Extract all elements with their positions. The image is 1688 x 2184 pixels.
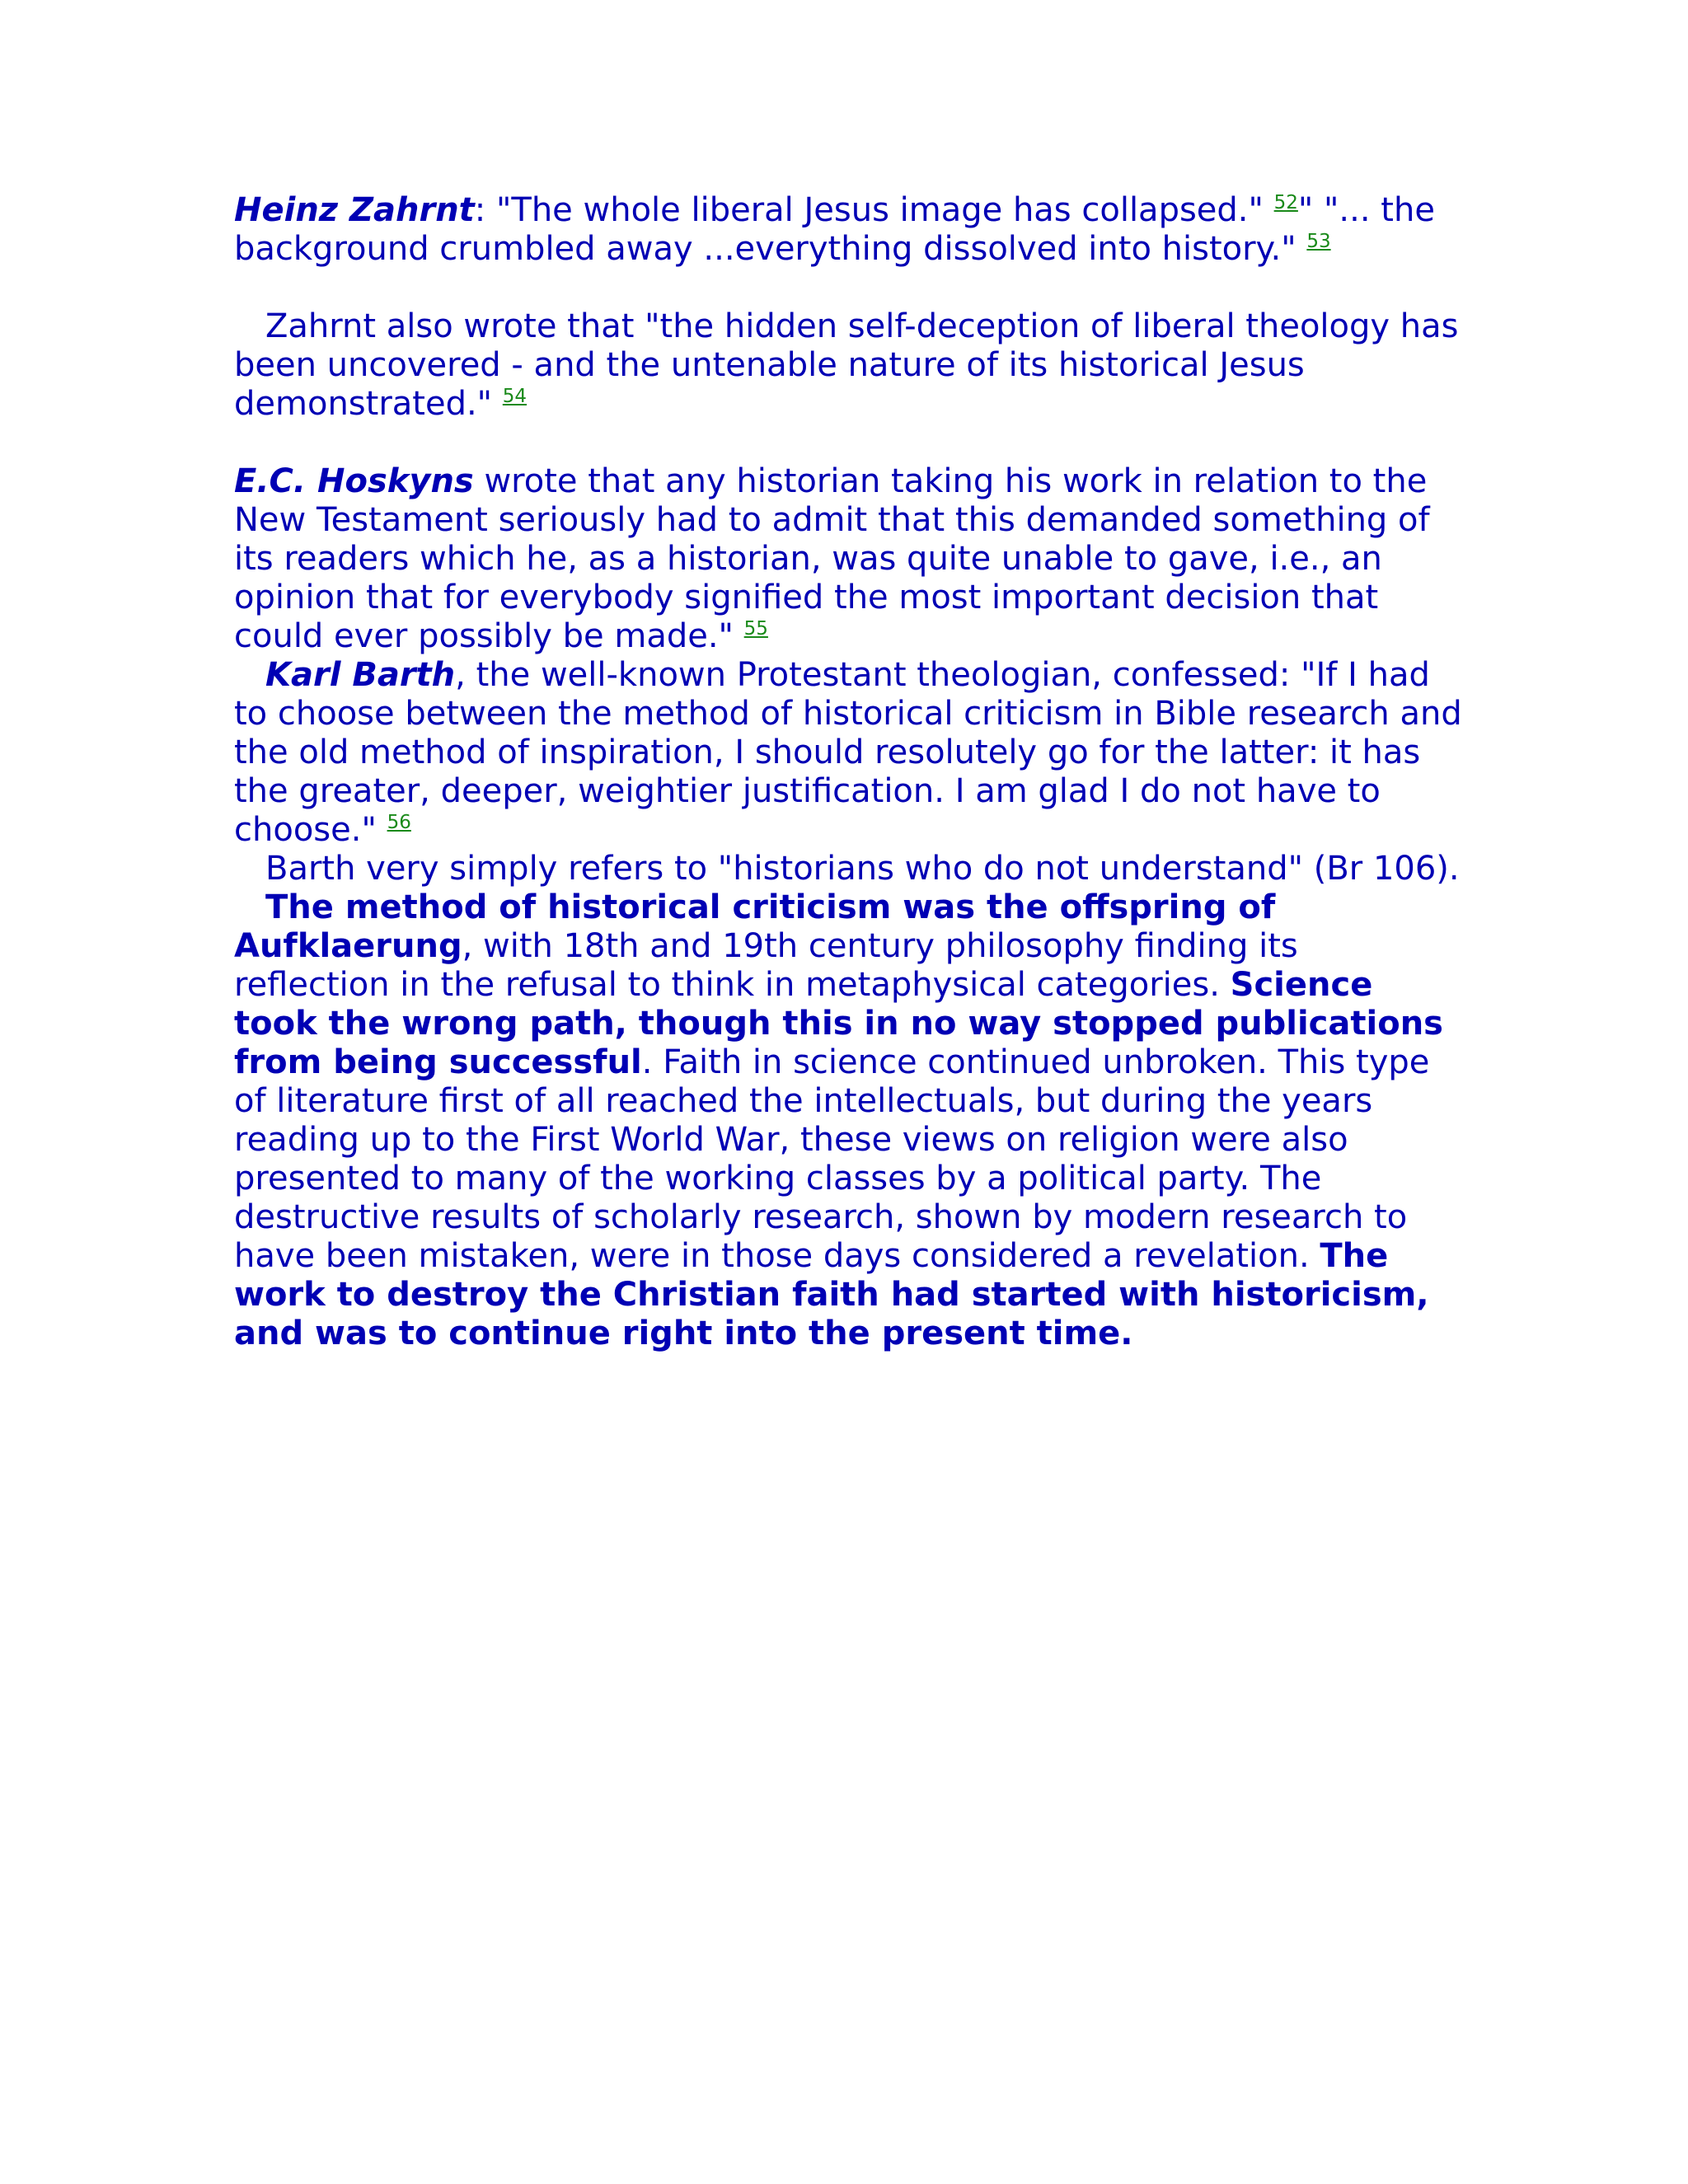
paragraph-text: " "... the background crumbled away ...everything dissolved into history." (234, 191, 1435, 268)
paragraph-text: : "The whole liberal Jesus image has collapsed." (474, 191, 1274, 229)
paragraph-barth-confession (234, 656, 1462, 850)
footnote-link-55[interactable]: 55 (743, 618, 768, 640)
footnote-link-53[interactable]: 53 (1306, 231, 1331, 252)
paragraph-zahrnt-self-deception (234, 307, 1462, 424)
paragraph-text: Barth very simply refers to "historians who do not understand" (Br 106). (265, 850, 1460, 888)
paragraph-historical-criticism (234, 888, 1462, 1353)
paragraph-barth-historians (234, 850, 1462, 888)
bold-text-offspring-aufklaerung: The method of historical criticism was the offspring of Aufklaerung (234, 888, 1276, 965)
author-name-ec-hoskyns: E.C. Hoskyns (234, 462, 474, 500)
paragraph-hoskyns (234, 462, 1462, 656)
author-name-heinz-zahrnt: Heinz Zahrnt (234, 191, 475, 229)
document-page (234, 191, 1462, 1353)
paragraph-text: . Faith in science continued unbroken. This type of literature first of all reached the intellectuals, but during the years reading up to the First World War, these views on religion were also presented to many of the working classes by a political party. The destructive results of scholarly research, shown by modern research to have been mistaken, were in those days considered a revelation. (234, 1043, 1430, 1275)
paragraph-text: Zahrnt also wrote that "the hidden self-deception of liberal theology has been uncovered - and the untenable nature of its historical Jesus demonstrated." (234, 307, 1459, 423)
paragraph-text: wrote that any historian taking his work in relation to the New Testament seriously had to admit that this demanded something of its readers which he, as a historian, was quite unable to gave, i.e., an opinion that for everybody signified the most important decision that could ever possibly be made." (234, 462, 1430, 655)
footnote-link-54[interactable]: 54 (502, 386, 528, 407)
footnote-link-56[interactable]: 56 (387, 812, 411, 833)
paragraph-zahrnt-quote (234, 191, 1462, 269)
author-name-karl-barth: Karl Barth (265, 656, 456, 694)
bold-text-destroy-faith: The work to destroy the Christian faith had started with historicism, and was to continue right into the present time. (234, 1237, 1429, 1352)
footnote-link-52[interactable]: 52 (1273, 192, 1298, 213)
paragraph-text: , with 18th and 19th century philosophy finding its reflection in the refusal to think in metaphysical categories. (234, 927, 1298, 1004)
bold-text-wrong-path: Science took the wrong path, though this in no way stopped publications from being successful (234, 966, 1443, 1081)
paragraph-text: , the well-known Protestant theologian, confessed: "If I had to choose between the method of historical criticism in Bible research and the old method of inspiration, I should resolutely go for the latter: it has the greater, deeper, weightier justification. I am glad I do not have to choose." (234, 656, 1462, 849)
